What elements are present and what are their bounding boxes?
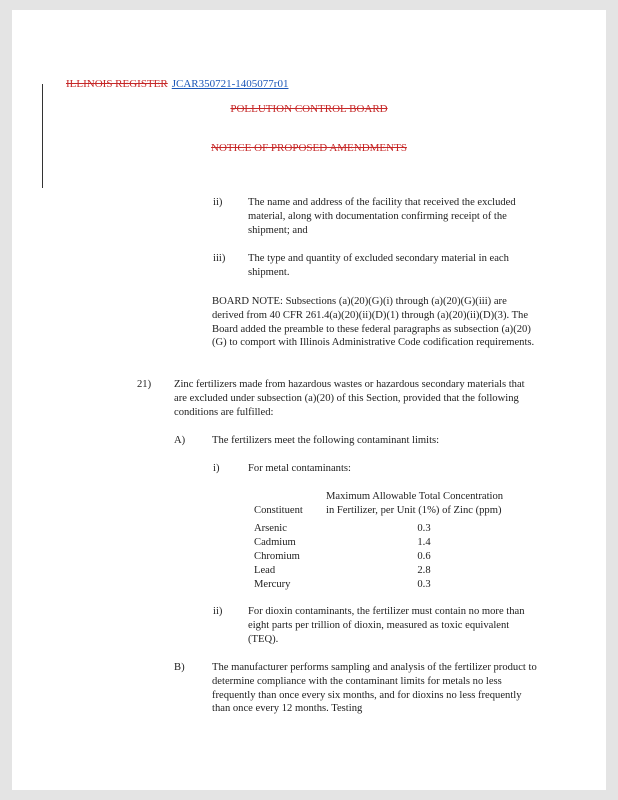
item-ii-label: ii) xyxy=(213,197,223,208)
item-B-text: The manufacturer performs sampling and analysis of the fertilizer product to determine compliance with the contaminant limits for metals no less frequently than once every six months, and for dioxins no less frequently than once every 12 months. Testing xyxy=(212,662,537,715)
item-Ai-text: For metal contaminants: xyxy=(248,463,351,474)
table-row-constituent: Cadmium xyxy=(254,537,296,548)
board-note: BOARD NOTE: Subsections (a)(20)(G)(i) through (a)(20)(G)(iii) are derived from 40 CFR 261.4(a)(20)(ii)(D)(1) through (a)(20)(ii)(D)(3). The Board added the preamble to these federal paragraphs as subsection (a)(20)(G) to comport with Illinois Administrative Code codification requirements. xyxy=(212,296,535,349)
document-page xyxy=(12,10,606,790)
item-A-label: A) xyxy=(174,435,186,446)
table-row-value: 0.3 xyxy=(417,579,431,590)
revision-margin-bar xyxy=(42,84,43,188)
register-header xyxy=(66,78,288,90)
table-header-constituent: Constituent xyxy=(254,505,303,516)
item-Aii-text: For dioxin contaminants, the fertilizer must contain no more than eight parts per trillion of dioxin, measured as toxic equivalent (TEQ). xyxy=(248,606,525,645)
table-row-value: 0.6 xyxy=(417,551,431,562)
item-Aii-label: ii) xyxy=(213,606,223,617)
notice-title: NOTICE OF PROPOSED AMENDMENTS xyxy=(211,142,407,154)
table-row-value: 0.3 xyxy=(417,523,431,534)
table-row-constituent: Chromium xyxy=(254,551,300,562)
register-inserted-text: JCAR350721-1405077r01 xyxy=(171,78,289,90)
item-A-text: The fertilizers meet the following contaminant limits: xyxy=(212,435,440,446)
table-header-concentration-line1: Maximum Allowable Total Concentration xyxy=(326,491,504,502)
table-row-constituent: Lead xyxy=(254,565,276,576)
item-Ai-label: i) xyxy=(213,463,220,474)
register-struck-text: ILLINOIS REGISTER xyxy=(66,78,168,90)
item-iii-label: iii) xyxy=(213,253,226,264)
subsection-21-label: 21) xyxy=(137,379,152,390)
table-row-value: 1.4 xyxy=(417,537,431,548)
item-B-label: B) xyxy=(174,662,185,673)
table-row-value: 2.8 xyxy=(417,565,431,576)
table-row-constituent: Mercury xyxy=(254,579,291,590)
item-ii-text: The name and address of the facility that received the excluded material, along with documentation confirming receipt of the shipment; and xyxy=(248,197,516,236)
table-row-constituent: Arsenic xyxy=(254,523,287,534)
board-title: POLLUTION CONTROL BOARD xyxy=(230,103,388,115)
subsection-21-text: Zinc fertilizers made from hazardous wastes or hazardous secondary materials that are excluded under subsection (a)(20) of this Section, provided that the following conditions are fulfilled: xyxy=(174,379,525,418)
table-header-concentration-line2: in Fertilizer, per Unit (1%) of Zinc (ppm) xyxy=(326,505,502,516)
item-iii-text: The type and quantity of excluded secondary material in each shipment. xyxy=(248,253,509,278)
